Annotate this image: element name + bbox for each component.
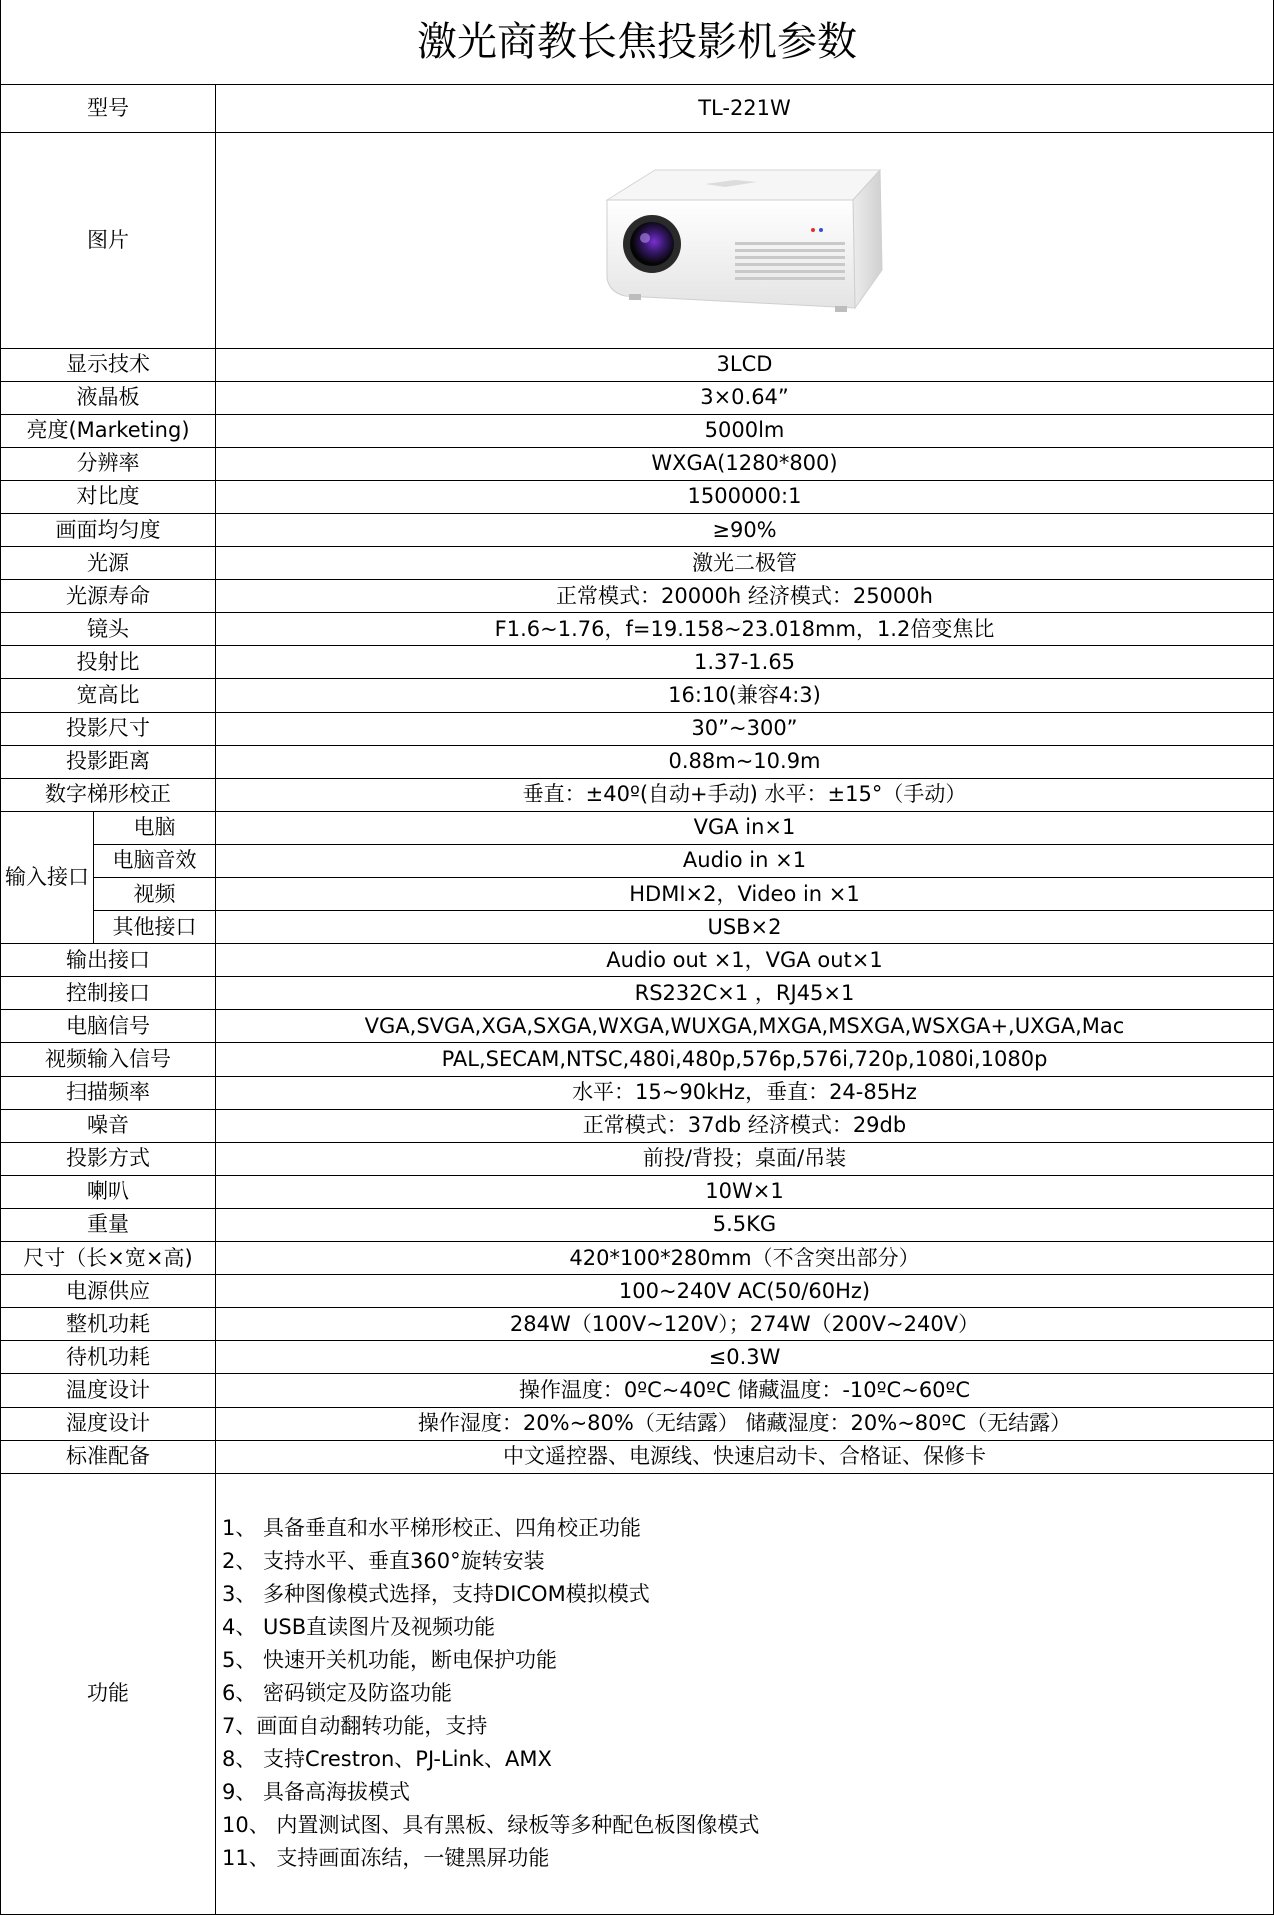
input-port-value: VGA in×1 [216,811,1274,844]
spec-label: 画面均匀度 [1,513,216,546]
spec-label: 数字梯形校正 [1,778,216,811]
spec-row [1,1308,1274,1341]
spec-row [1,447,1274,480]
model-label: 型号 [1,84,216,132]
spec-row [1,1374,1274,1407]
feature-item: 9、 具备高海拔模式 [222,1780,411,1805]
spec-label: 电脑信号 [1,1010,216,1043]
spec-row [1,1208,1274,1241]
spec-row [1,1109,1274,1142]
spec-value: 操作温度：0ºC~40ºC 储藏温度：-10ºC~60ºC [216,1374,1274,1407]
spec-value: 5000lm [216,414,1274,447]
input-port-label: 其他接口 [94,911,216,944]
input-port-row [1,811,1274,844]
spec-row [1,679,1274,712]
image-row [1,132,1274,348]
spec-row [1,977,1274,1010]
spec-value: 5.5KG [216,1208,1274,1241]
spec-row [1,1142,1274,1175]
spec-row [1,1407,1274,1440]
spec-label: 控制接口 [1,977,216,1010]
input-ports-group-label: 输入接口 [1,811,94,943]
spec-value: ≥90% [216,513,1274,546]
spec-value: 16:10(兼容4:3) [216,679,1274,712]
spec-row [1,348,1274,381]
model-value: TL-221W [216,84,1274,132]
spec-label: 光源 [1,547,216,580]
spec-label: 尺寸（长×宽×高) [1,1242,216,1275]
spec-label: 标准配备 [1,1440,216,1473]
features-row [1,1473,1274,1914]
spec-label: 湿度设计 [1,1407,216,1440]
image-cell [216,132,1274,348]
spec-label: 分辨率 [1,447,216,480]
feature-item: 3、 多种图像模式选择，支持DICOM模拟模式 [222,1582,650,1607]
spec-label: 显示技术 [1,348,216,381]
spec-value: 垂直：±40º(自动+手动) 水平：±15°（手动） [216,778,1274,811]
spec-label: 喇叭 [1,1175,216,1208]
input-port-value: USB×2 [216,911,1274,944]
spec-label: 整机功耗 [1,1308,216,1341]
input-port-label: 电脑音效 [94,844,216,877]
spec-row [1,414,1274,447]
input-port-label: 视频 [94,878,216,911]
spec-label: 噪音 [1,1109,216,1142]
spec-label: 光源寿命 [1,580,216,613]
spec-value: 1500000:1 [216,480,1274,513]
spec-value: 100~240V AC(50/60Hz) [216,1275,1274,1308]
spec-value: 水平：15~90kHz，垂直：24-85Hz [216,1076,1274,1109]
spec-row [1,745,1274,778]
spec-label: 宽高比 [1,679,216,712]
features-list [222,1512,1273,1875]
spec-value: 激光二极管 [216,547,1274,580]
projector-image [585,160,905,320]
spec-label: 重量 [1,1208,216,1241]
spec-row [1,1440,1274,1473]
spec-row [1,778,1274,811]
feature-item: 5、 快速开关机功能，断电保护功能 [222,1648,558,1673]
spec-value: 284W（100V~120V）；274W（200V~240V） [216,1308,1274,1341]
page-title: 激光商教长焦投影机参数 [1,0,1274,84]
spec-row [1,1010,1274,1043]
spec-label: 电源供应 [1,1275,216,1308]
input-port-row [1,878,1274,911]
feature-item: 1、 具备垂直和水平梯形校正、四角校正功能 [222,1516,642,1541]
feature-item: 10、 内置测试图、具有黑板、绿板等多种配色板图像模式 [222,1813,760,1838]
features-cell [216,1473,1274,1914]
spec-label: 输出接口 [1,944,216,977]
spec-value: F1.6~1.76，f=19.158~23.018mm，1.2倍变焦比 [216,613,1274,646]
spec-value: 中文遥控器、电源线、快速启动卡、合格证、保修卡 [216,1440,1274,1473]
feature-item: 11、 支持画面冻结，一键黑屏功能 [222,1846,550,1871]
spec-row [1,580,1274,613]
spec-label: 温度设计 [1,1374,216,1407]
spec-value: 30”~300” [216,712,1274,745]
feature-item: 4、 USB直读图片及视频功能 [222,1615,496,1640]
spec-row [1,480,1274,513]
features-label: 功能 [1,1473,216,1914]
spec-value: 操作湿度：20%~80%（无结露） 储藏湿度：20%~80ºC（无结露） [216,1407,1274,1440]
spec-value: 10W×1 [216,1175,1274,1208]
spec-value: WXGA(1280*800) [216,447,1274,480]
spec-value: Audio out ×1，VGA out×1 [216,944,1274,977]
input-port-value: Audio in ×1 [216,844,1274,877]
spec-value: 前投/背投；桌面/吊装 [216,1142,1274,1175]
input-port-value: HDMI×2，Video in ×1 [216,878,1274,911]
feature-item: 7、画面自动翻转功能，支持 [222,1714,488,1739]
spec-row [1,513,1274,546]
spec-value: 正常模式：37db 经济模式：29db [216,1109,1274,1142]
spec-value: 420*100*280mm（不含突出部分） [216,1242,1274,1275]
spec-label: 亮度(Marketing) [1,414,216,447]
spec-value: 正常模式：20000h 经济模式：25000h [216,580,1274,613]
feature-item: 6、 密码锁定及防盗功能 [222,1681,453,1706]
spec-row [1,1175,1274,1208]
spec-label: 视频输入信号 [1,1043,216,1076]
spec-row [1,547,1274,580]
spec-value: PAL,SECAM,NTSC,480i,480p,576p,576i,720p,1080i,1080p [216,1043,1274,1076]
feature-item: 8、 支持Crestron、PJ-Link、AMX [222,1747,552,1772]
spec-label: 投影尺寸 [1,712,216,745]
spec-value: VGA,SVGA,XGA,SXGA,WXGA,WUXGA,MXGA,MSXGA,WSXGA+,UXGA,Mac [216,1010,1274,1043]
spec-row [1,1043,1274,1076]
spec-value: 3LCD [216,348,1274,381]
spec-label: 扫描频率 [1,1076,216,1109]
spec-value: 1.37-1.65 [216,646,1274,679]
model-row [1,84,1274,132]
spec-value: 0.88m~10.9m [216,745,1274,778]
spec-row [1,712,1274,745]
feature-item: 2、 支持水平、垂直360°旋转安装 [222,1549,545,1574]
spec-row [1,1242,1274,1275]
spec-row [1,1341,1274,1374]
spec-label: 投影方式 [1,1142,216,1175]
spec-label: 待机功耗 [1,1341,216,1374]
spec-label: 投影距离 [1,745,216,778]
title-row [1,0,1274,84]
image-label: 图片 [1,132,216,348]
spec-value: RS232C×1 ，RJ45×1 [216,977,1274,1010]
spec-value: ≤0.3W [216,1341,1274,1374]
spec-label: 投射比 [1,646,216,679]
input-port-row [1,844,1274,877]
spec-label: 液晶板 [1,381,216,414]
spec-row [1,613,1274,646]
spec-row [1,944,1274,977]
input-port-label: 电脑 [94,811,216,844]
spec-label: 对比度 [1,480,216,513]
spec-value: 3×0.64” [216,381,1274,414]
spec-row [1,646,1274,679]
spec-row [1,1076,1274,1109]
input-port-row [1,911,1274,944]
spec-row [1,381,1274,414]
spec-label: 镜头 [1,613,216,646]
spec-row [1,1275,1274,1308]
